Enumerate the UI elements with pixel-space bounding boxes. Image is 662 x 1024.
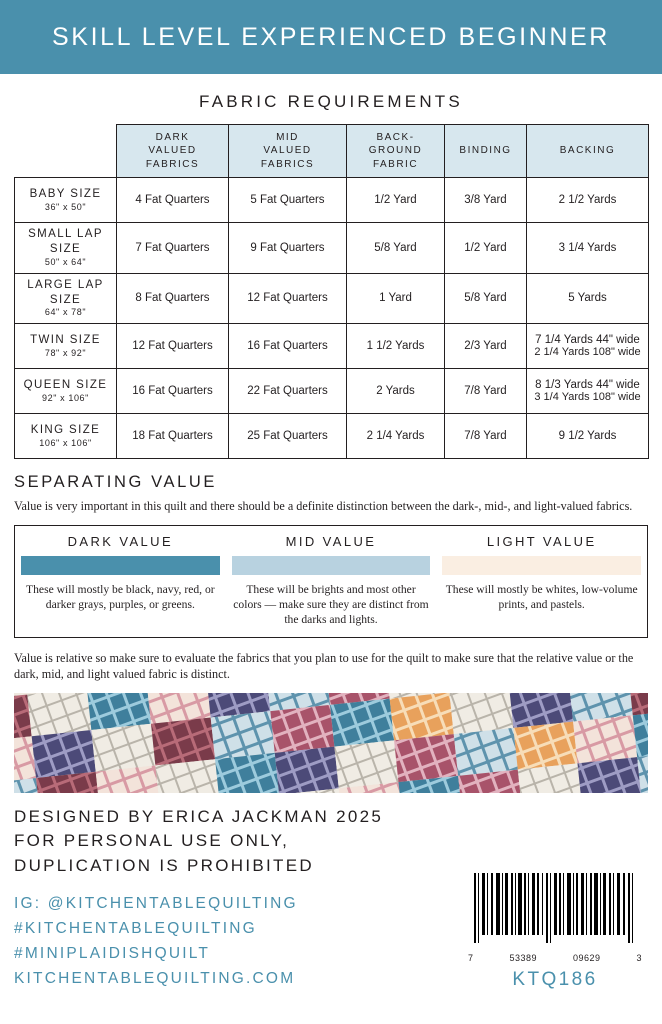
value-column-mid bbox=[226, 534, 437, 627]
cell-mid: 16 Fat Quarters bbox=[229, 324, 347, 369]
row-name: BABY SIZE bbox=[29, 187, 102, 200]
cell-backing bbox=[527, 414, 649, 459]
credit-line-2: FOR PERSONAL USE ONLY, bbox=[14, 831, 290, 851]
cell-binding: 5/8 Yard bbox=[445, 273, 527, 324]
page-title: SKILL LEVEL EXPERIENCED BEGINNER bbox=[52, 22, 610, 51]
cell-background: 2 1/4 Yards bbox=[347, 414, 445, 459]
row-label-large-lap bbox=[15, 273, 117, 324]
barcode-group-2: 09629 bbox=[572, 953, 601, 964]
value-comparison-box bbox=[14, 525, 648, 638]
website-link[interactable]: KITCHENTABLEQUILTING.COM bbox=[14, 969, 296, 987]
cell-backing bbox=[527, 324, 649, 369]
fabric-requirements-title: FABRIC REQUIREMENTS bbox=[199, 92, 463, 111]
row-label-king bbox=[15, 414, 117, 459]
value-column-light bbox=[436, 534, 647, 627]
value-label-dark: DARK VALUE bbox=[67, 533, 174, 549]
value-desc-dark: These will mostly be black, navy, red, or darker grays, purples, or greens. bbox=[26, 582, 215, 611]
value-column-dark bbox=[15, 534, 226, 627]
backing-alt: 2 1/4 Yards 108" wide bbox=[534, 346, 641, 359]
backing-main: 8 1/3 Yards 44" wide bbox=[535, 379, 640, 392]
table-corner-cell bbox=[15, 125, 117, 178]
row-label-baby bbox=[15, 178, 117, 223]
backing-main: 2 1/2 Yards bbox=[558, 194, 617, 206]
row-size: 36" x 50" bbox=[44, 201, 87, 212]
row-size: 92" x 106" bbox=[42, 392, 89, 403]
table-row bbox=[15, 273, 649, 324]
header-banner bbox=[0, 0, 662, 74]
cell-dark: 8 Fat Quarters bbox=[117, 273, 229, 324]
cell-binding: 2/3 Yard bbox=[445, 324, 527, 369]
quilt-photo bbox=[14, 693, 648, 793]
table-row bbox=[15, 369, 649, 414]
barcode-right-digit: 3 bbox=[636, 953, 642, 964]
cell-backing bbox=[527, 223, 649, 274]
footer bbox=[0, 805, 662, 991]
barcode-bars bbox=[466, 871, 644, 947]
barcode-group-1: 53389 bbox=[509, 953, 538, 964]
column-header-dark: DARK VALUED FABRICS bbox=[117, 125, 229, 178]
value-desc-light: These will mostly be whites, low-volume prints, and pastels. bbox=[445, 582, 638, 611]
cell-binding: 1/2 Yard bbox=[445, 223, 527, 274]
column-header-background: BACK- GROUND FABRIC bbox=[347, 125, 445, 178]
cell-background: 1 1/2 Yards bbox=[347, 324, 445, 369]
swatch-mid bbox=[232, 556, 431, 575]
cell-mid: 9 Fat Quarters bbox=[229, 223, 347, 274]
cell-background: 1/2 Yard bbox=[347, 178, 445, 223]
separating-value-intro: Value is very important in this quilt and there should be a definite distinction between the dark-, mid-, and light-valued fabrics. bbox=[14, 499, 633, 514]
credit-line-3: DUPLICATION IS PROHIBITED bbox=[14, 856, 314, 875]
cell-dark: 16 Fat Quarters bbox=[117, 369, 229, 414]
swatch-light bbox=[442, 556, 641, 575]
row-name: LARGE LAP SIZE bbox=[27, 278, 104, 306]
cell-dark: 12 Fat Quarters bbox=[117, 324, 229, 369]
column-header-mid: MID VALUED FABRICS bbox=[229, 125, 347, 178]
swatch-dark bbox=[21, 556, 220, 575]
separating-value-outro: Value is relative so make sure to evaluate the fabrics that you plan to use for the quilt to make sure that the relative value or the dark, mid, and light valued fabric is distinct. bbox=[14, 650, 634, 682]
row-size: 106" x 106" bbox=[39, 437, 92, 448]
row-size: 64" x 78" bbox=[44, 307, 87, 318]
barcode-image bbox=[462, 867, 648, 963]
cell-background: 2 Yards bbox=[347, 369, 445, 414]
row-size: 50" x 64" bbox=[44, 256, 87, 267]
column-header-binding: BINDING bbox=[445, 125, 527, 178]
fabric-requirements-table bbox=[14, 124, 649, 459]
cell-mid: 5 Fat Quarters bbox=[229, 178, 347, 223]
separating-value-title: SEPARATING VALUE bbox=[14, 473, 217, 492]
backing-main: 7 1/4 Yards 44" wide bbox=[535, 334, 640, 347]
backing-main: 3 1/4 Yards bbox=[558, 241, 617, 254]
backing-alt: 3 1/4 Yards 108" wide bbox=[534, 391, 641, 404]
cell-binding: 3/8 Yard bbox=[445, 178, 527, 223]
table-header-row bbox=[15, 125, 649, 178]
credit-line-1: DESIGNED BY ERICA JACKMAN 2025 bbox=[14, 806, 384, 826]
cell-backing bbox=[527, 178, 649, 223]
cell-backing bbox=[527, 369, 649, 414]
backing-main: 9 1/2 Yards bbox=[558, 430, 617, 443]
row-label-queen bbox=[15, 369, 117, 414]
cell-dark: 18 Fat Quarters bbox=[117, 414, 229, 459]
social-instagram[interactable]: IG: @KITCHENTABLEQUILTING bbox=[14, 894, 298, 912]
barcode-area bbox=[462, 867, 648, 991]
backing-main: 5 Yards bbox=[568, 292, 607, 305]
fabric-requirements-section bbox=[0, 124, 662, 459]
table-row bbox=[15, 324, 649, 369]
barcode-left-digit: 7 bbox=[468, 953, 474, 964]
cell-backing bbox=[527, 273, 649, 324]
cell-dark: 4 Fat Quarters bbox=[117, 178, 229, 223]
row-name: TWIN SIZE bbox=[30, 333, 101, 346]
barcode-digits bbox=[466, 952, 644, 963]
quilt-photo-image bbox=[14, 693, 648, 793]
column-header-backing: BACKING bbox=[527, 125, 649, 178]
cell-binding: 7/8 Yard bbox=[445, 414, 527, 459]
row-name: KING SIZE bbox=[30, 423, 101, 436]
table-row bbox=[15, 178, 649, 223]
cell-dark: 7 Fat Quarters bbox=[117, 223, 229, 274]
row-name: QUEEN SIZE bbox=[23, 378, 108, 391]
table-row bbox=[15, 223, 649, 274]
cell-mid: 22 Fat Quarters bbox=[229, 369, 347, 414]
row-label-twin bbox=[15, 324, 117, 369]
table-row bbox=[15, 414, 649, 459]
cell-binding: 7/8 Yard bbox=[445, 369, 527, 414]
cell-mid: 12 Fat Quarters bbox=[229, 273, 347, 324]
cell-mid: 25 Fat Quarters bbox=[229, 414, 347, 459]
value-label-light: LIGHT VALUE bbox=[486, 533, 597, 549]
value-label-mid: MID VALUE bbox=[285, 533, 377, 549]
cell-background: 1 Yard bbox=[347, 273, 445, 324]
social-hashtag-brand[interactable]: #KITCHENTABLEQUILTING bbox=[14, 919, 257, 937]
row-name: SMALL LAP SIZE bbox=[28, 228, 103, 255]
sku-code: KTQ186 bbox=[512, 969, 598, 991]
cell-background: 5/8 Yard bbox=[347, 223, 445, 274]
row-label-small-lap bbox=[15, 223, 117, 274]
value-desc-mid: These will be brights and most other colors — make sure they are distinct from the darks and lights. bbox=[233, 582, 429, 626]
row-size: 78" x 92" bbox=[44, 347, 87, 358]
social-hashtag-quilt[interactable]: #MINIPLAIDISHQUILT bbox=[14, 944, 211, 962]
